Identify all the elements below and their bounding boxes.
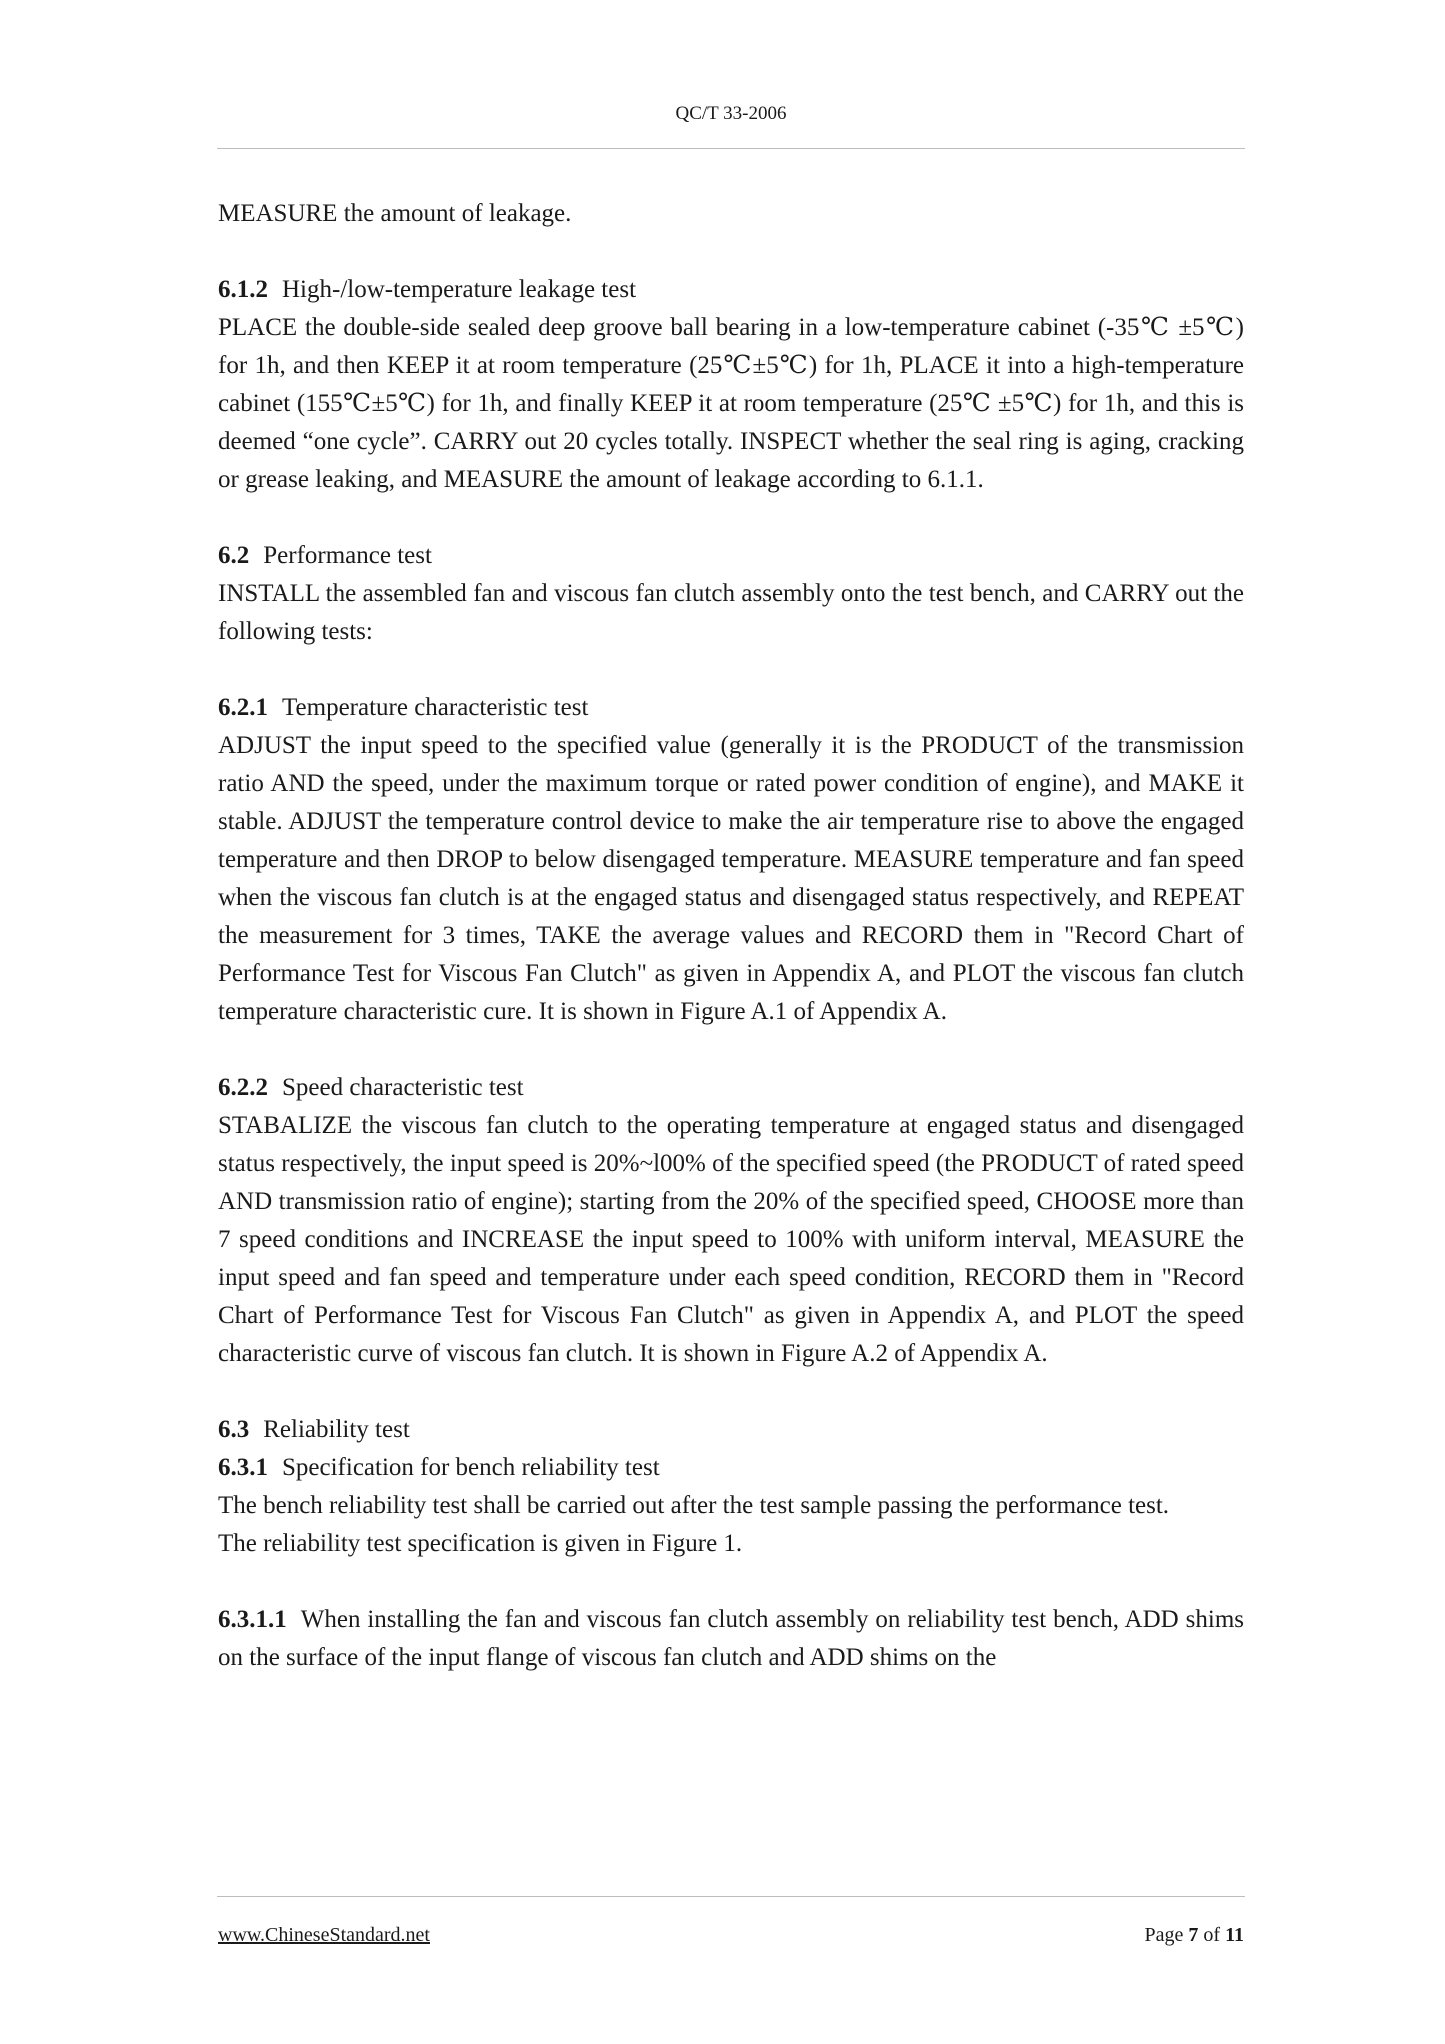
section-number: 6.2.2: [218, 1074, 268, 1101]
section-heading-6-3-1: [218, 1449, 1244, 1487]
section-title: Speed characteristic test: [282, 1074, 524, 1101]
section-heading-6-3: [218, 1411, 1244, 1449]
section-title: Specification for bench reliability test: [282, 1454, 660, 1481]
section-number: 6.3: [218, 1416, 250, 1443]
section-number: 6.2.1: [218, 694, 268, 721]
header-divider: [217, 148, 1245, 149]
page-current: 7: [1188, 1924, 1199, 1946]
paragraph: The reliability test specification is given in Figure 1.: [218, 1530, 743, 1557]
paragraph: PLACE the double-side sealed deep groove ball bearing in a low-temperature cabinet (-35℃ ±5℃) for 1h, and then KEEP it at room temperature (25℃±5℃) for 1h, PLACE it into a high-temperature cabinet (155℃±5℃) for 1h, and finally KEEP it at room temperature (25℃ ±5℃) for 1h, and this is deemed “one cycle”. CARRY out 20 cycles totally. INSPECT whether the seal ring is aging, cracking or grease leaking, and MEASURE the amount of leakage according to 6.1.1.: [218, 314, 1244, 493]
section-title: High-/low-temperature leakage test: [282, 276, 637, 303]
paragraph-6-3-1-1: [218, 1601, 1244, 1677]
section-heading-6-1-2: [218, 271, 1244, 309]
paragraph: The bench reliability test shall be carried out after the test sample passing the performance test.: [218, 1492, 1170, 1519]
site-link[interactable]: www.ChineseStandard.net: [218, 1924, 430, 1946]
section-heading-6-2-1: [218, 689, 1244, 727]
page-header-code: QC/T 33-2006: [675, 103, 787, 124]
section-number: 6.3.1.1: [218, 1606, 287, 1633]
section-title: Performance test: [263, 542, 432, 569]
page-of: of: [1203, 1924, 1221, 1946]
section-heading-6-2: [218, 537, 1244, 575]
paragraph: MEASURE the amount of leakage.: [218, 200, 572, 227]
page-total: 11: [1225, 1924, 1244, 1946]
section-title: Temperature characteristic test: [282, 694, 589, 721]
paragraph-text: When installing the fan and viscous fan clutch assembly on reliability test bench, ADD shims on the surface of the input flange of viscous fan clutch and ADD shims on the: [218, 1606, 1244, 1671]
page-word: Page: [1144, 1924, 1184, 1946]
section-title: Reliability test: [263, 1416, 410, 1443]
section-heading-6-2-2: [218, 1069, 1244, 1107]
paragraph: INSTALL the assembled fan and viscous fan clutch assembly onto the test bench, and CARRY out the following tests:: [218, 580, 1244, 645]
section-number: 6.3.1: [218, 1454, 268, 1481]
footer-divider: [217, 1896, 1245, 1897]
paragraph: STABALIZE the viscous fan clutch to the operating temperature at engaged status and disengaged status respectively, the input speed is 20%~l00% of the specified speed (the PRODUCT of rated speed AND transmission ratio of engine); starting from the 20% of the specified speed, CHOOSE more than 7 speed conditions and INCREASE the input speed to 100% with uniform interval, MEASURE the input speed and fan speed and temperature under each speed condition, RECORD them in "Record Chart of Performance Test for Viscous Fan Clutch" as given in Appendix A, and PLOT the speed characteristic curve of viscous fan clutch. It is shown in Figure A.2 of Appendix A.: [218, 1112, 1244, 1367]
section-number: 6.1.2: [218, 276, 268, 303]
document-body: [218, 195, 1244, 1677]
page-indicator: [1145, 1924, 1244, 1947]
paragraph: ADJUST the input speed to the specified value (generally it is the PRODUCT of the transmission ratio AND the speed, under the maximum torque or rated power condition of engine), and MAKE it stable. ADJUST the temperature control device to make the air temperature rise to above the engaged temperature and then DROP to below disengaged temperature. MEASURE temperature and fan speed when the viscous fan clutch is at the engaged status and disengaged status respectively, and REPEAT the measurement for 3 times, TAKE the average values and RECORD them in "Record Chart of Performance Test for Viscous Fan Clutch" as given in Appendix A, and PLOT the viscous fan clutch temperature characteristic cure. It is shown in Figure A.1 of Appendix A.: [218, 732, 1244, 1025]
page-footer: [218, 1924, 1244, 1947]
section-number: 6.2: [218, 542, 250, 569]
